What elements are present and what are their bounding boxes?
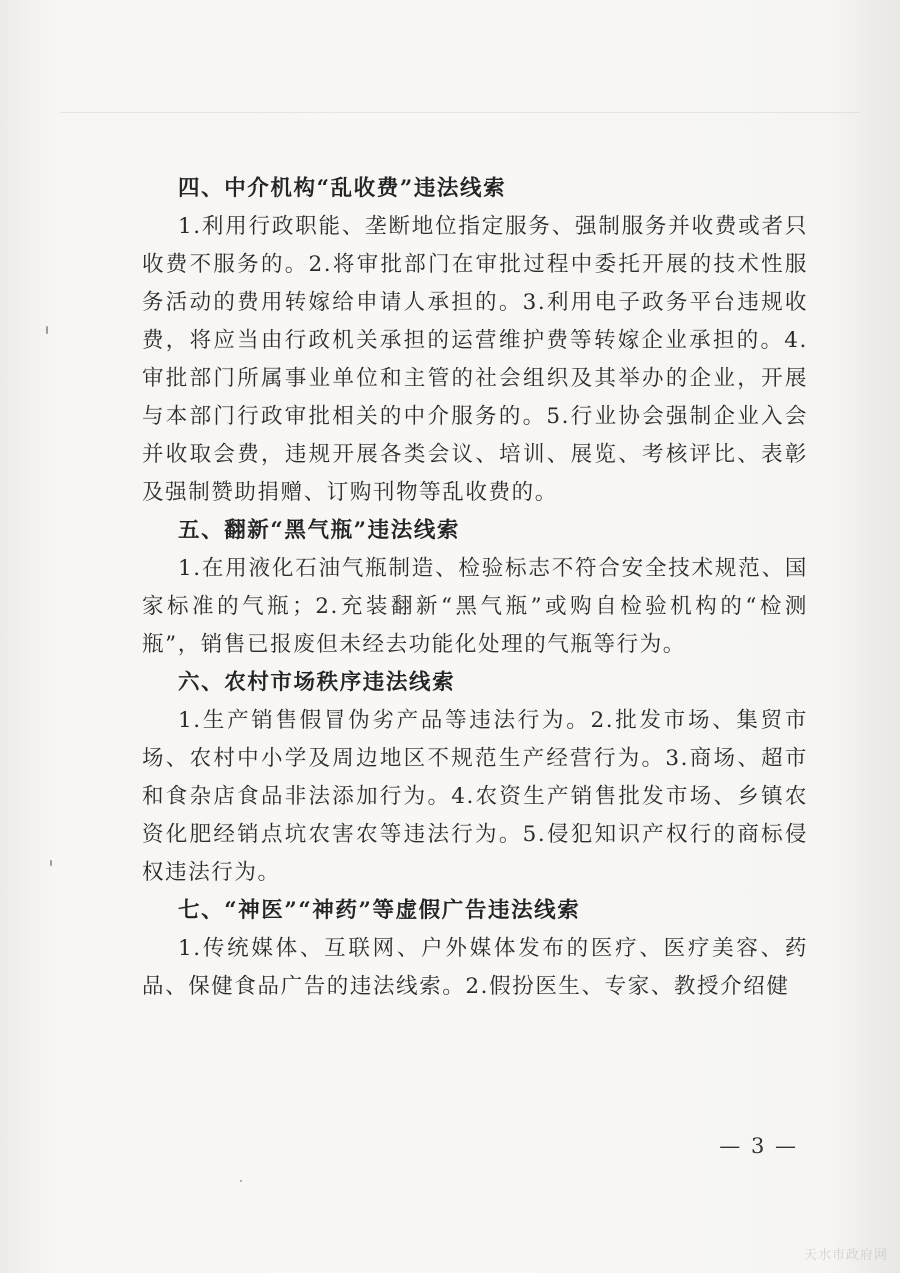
page-number: — 3 —	[719, 1134, 798, 1158]
section-heading-7: 七、“神医”“神药”等虚假广告违法线索	[178, 898, 581, 923]
section-heading-4: 四、中介机构“乱收费”违法线索	[178, 176, 507, 201]
section-body-7: 1.传统媒体、互联网、户外媒体发布的医疗、医疗美容、药品、保健食品广告的违法线索。2.假扮医生、专家、教授介绍健	[142, 936, 808, 999]
scan-speck	[240, 1180, 242, 1182]
scan-speck	[50, 860, 52, 866]
section-heading-6: 六、农村市场秩序违法线索	[178, 670, 456, 695]
section-body-4: 1.利用行政职能、垄断地位指定服务、强制服务并收费或者只收费不服务的。2.将审批部门在审批过程中委托开展的技术性服务活动的费用转嫁给申请人承担的。3.利用电子政务平台违规收费，将应当由行政机关承担的运营维护费等转嫁企业承担的。4.审批部门所属事业单位和主管的社会组织及其举办的企业，开展与本部门行政审批相关的中介服务的。5.行业协会强制企业入会并收取会费，违规开展各类会议、培训、展览、考核评比、表彰及强制赞助捐赠、订购刊物等乱收费的。	[142, 214, 808, 505]
document-body	[142, 170, 808, 1006]
section-heading-5: 五、翻新“黑气瓶”违法线索	[178, 518, 461, 543]
section-body-5: 1.在用液化石油气瓶制造、检验标志不符合安全技术规范、国家标准的气瓶；2.充装翻新“黑气瓶”或购自检验机构的“检测瓶”，销售已报废但未经去功能化处理的气瓶等行为。	[142, 556, 808, 657]
site-watermark: 天水市政府网	[803, 1248, 888, 1263]
scan-artifact-line	[60, 112, 860, 113]
section-body-6: 1.生产销售假冒伪劣产品等违法行为。2.批发市场、集贸市场、农村中小学及周边地区不规范生产经营行为。3.商场、超市和食杂店食品非法添加行为。4.农资生产销售批发市场、乡镇农资化肥经销点坑农害农等违法行为。5.侵犯知识产权行的商标侵权违法行为。	[142, 708, 808, 885]
scan-speck	[46, 326, 48, 334]
